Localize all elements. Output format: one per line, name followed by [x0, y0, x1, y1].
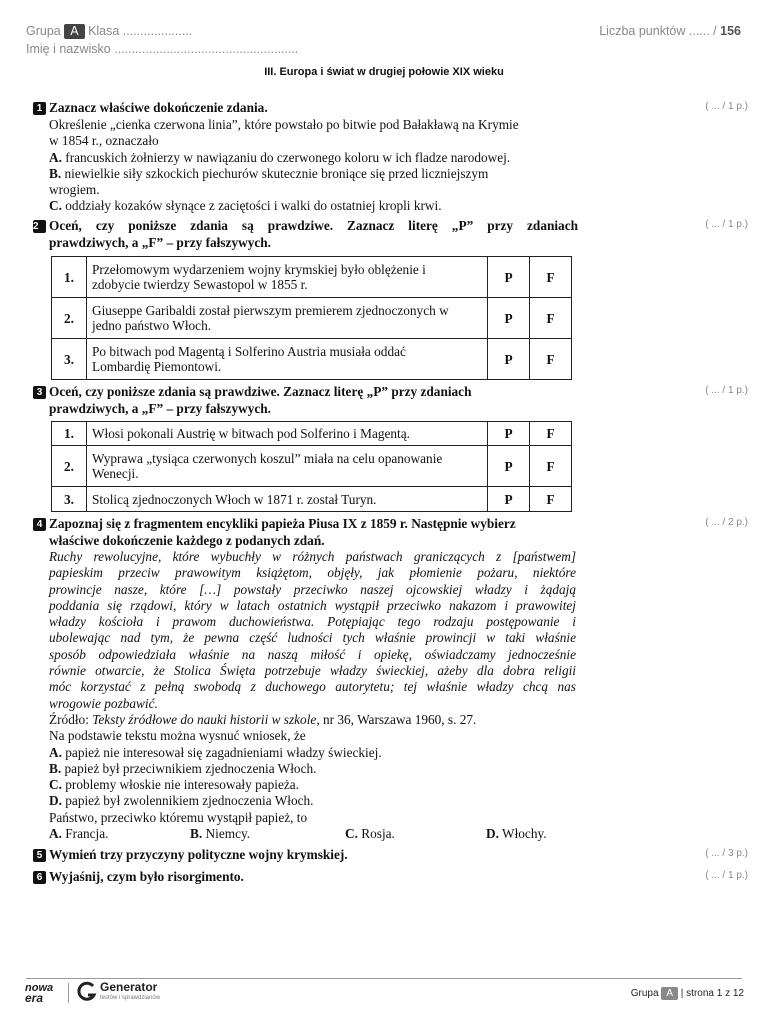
answer-option[interactable]: [49, 745, 579, 761]
option-letter: C.: [49, 198, 62, 214]
false-option[interactable]: F: [530, 339, 572, 380]
statement-line: Giuseppe Garibaldi został pierwszym premierem zjednoczonych w: [92, 303, 449, 318]
statement-line: Wyprawa „tysiąca czerwonych koszul” miała na celu opanowanie: [92, 451, 443, 466]
option-text: papież był przeciwnikiem zjednoczenia Włoch.: [64, 760, 317, 776]
question-stem: Państwo, przeciwko któremu wystąpił papież, to: [49, 809, 308, 825]
option-letter: C.: [345, 826, 358, 842]
question-number: 1: [33, 102, 46, 115]
group-label: Grupa: [26, 24, 61, 38]
quote-line: papieskim przeciw prawowitym książętom, objęły, jak płomienie pożaru, niektóre: [49, 565, 576, 581]
true-option[interactable]: P: [488, 487, 530, 512]
true-option[interactable]: P: [488, 422, 530, 446]
footer-group-label: Grupa: [630, 988, 659, 999]
answer-option[interactable]: [49, 793, 579, 809]
row-number: 2.: [52, 446, 87, 487]
source-title: Teksty źródłowe do nauki historii w szkole: [92, 712, 317, 727]
statement-line: jedno państwo Włoch.: [92, 318, 212, 333]
answer-option[interactable]: [49, 198, 579, 214]
footer-group-badge: A: [661, 987, 678, 1000]
statement-cell: [87, 446, 488, 487]
group-badge: A: [64, 24, 84, 39]
option-text-continued: wrogiem.: [49, 182, 100, 198]
option-letter: B.: [49, 165, 62, 181]
table-row: [52, 339, 572, 380]
answer-option[interactable]: [345, 826, 395, 842]
table-row: [52, 487, 572, 512]
option-letter: A.: [49, 826, 62, 842]
question-6-title: [33, 869, 244, 885]
header-group-line: [26, 24, 192, 39]
question-4-body: [49, 712, 579, 842]
footer-divider: [26, 978, 742, 979]
question-4-title-line1: [33, 516, 516, 532]
question-3-title-line1: [33, 384, 471, 400]
quote-line: prowincje nasze, które […] powstały przeciwko naszej ojcowskiej władzy i żądają: [49, 581, 576, 597]
statement-cell: [87, 487, 488, 512]
option-text: problemy włoskie nie interesowały papieża.: [65, 777, 299, 793]
false-option[interactable]: F: [530, 422, 572, 446]
question-stem: Na podstawie tekstu można wysnuć wniosek, że: [49, 728, 306, 744]
quote-line: móc korzystać z pełną swobodą z duchowego autorytetu; tej właśnie władzy chcą nas: [49, 679, 576, 695]
class-field: Klasa ....................: [88, 24, 193, 38]
footer-page-info: [631, 987, 744, 1000]
question-text: Oceń, czy poniższe zdania są prawdziwe. Zaznacz literę „P” przy zdaniach: [49, 218, 578, 233]
question-5-title: [33, 847, 348, 863]
statement-cell: [87, 422, 488, 446]
quote-line: władzy kościoła i prawom duchowieństwa. Potępiając tego rodzaju postępowanie i: [49, 614, 576, 630]
question-number: 2: [33, 220, 46, 233]
quote-line: poddania się rządowi, który w latach ostatnich wystąpił przeciwko nakazom i prawowitej: [49, 597, 576, 613]
option-text: papież był zwolennikiem zjednoczenia Włoch.: [65, 793, 314, 809]
option-letter: A.: [49, 744, 62, 760]
row-number: 3.: [52, 487, 87, 512]
option-letter: D.: [49, 793, 62, 809]
statement-cell: [87, 339, 488, 380]
statement-line: Włosi pokonali Austrię w bitwach pod Solferino i Magentą.: [92, 426, 410, 441]
option-text: Rosja.: [361, 826, 395, 842]
table-row: [52, 446, 572, 487]
row-number: 2.: [52, 298, 87, 339]
false-option[interactable]: F: [530, 487, 572, 512]
question-text: Oceń, czy poniższe zdania są prawdziwe. Zaznacz literę „P” przy zdaniach: [49, 384, 472, 399]
option-text: niewielkie siły szkockich piechurów skutecznie broniące się przed liczniejszym: [64, 165, 489, 181]
statement-cell: [87, 298, 488, 339]
question-4-title-line2: właściwe dokończenie każdego z podanych zdań.: [49, 533, 325, 548]
question-4-points: ( ... / 2 p.): [705, 517, 748, 528]
option-text: francuskich żołnierzy w nawiązaniu do czerwonego koloru w ich fladze narodowej.: [65, 149, 511, 165]
quote-line: równie otwarcie, że Stolica Święta potrzebuje władzy świeckiej, ażeby dla dobra religii: [49, 663, 576, 679]
question-stem: w 1854 r., oznaczało: [49, 133, 159, 149]
question-2-points: ( ... / 1 p.): [705, 219, 748, 230]
quote-line: wrogowie pozbawić.: [49, 695, 158, 711]
question-3-table: [51, 421, 572, 512]
question-6-points: ( ... / 1 p.): [705, 870, 748, 881]
table-row: [52, 257, 572, 298]
option-letter: B.: [190, 826, 203, 842]
question-number: 5: [33, 849, 46, 862]
logo-line: era: [25, 991, 44, 1005]
answer-option[interactable]: [190, 826, 250, 842]
page-number: | strona 1 z 12: [680, 988, 744, 999]
nowa-era-logo: [25, 983, 53, 1003]
row-number: 1.: [52, 422, 87, 446]
generator-g-icon: [77, 981, 97, 1003]
question-1-title: [33, 100, 268, 116]
question-5-points: ( ... / 3 p.): [705, 848, 748, 859]
source-prefix: Źródło:: [49, 712, 93, 727]
true-option[interactable]: P: [488, 339, 530, 380]
answer-option[interactable]: [49, 150, 579, 166]
answer-option[interactable]: [49, 777, 579, 793]
table-row: [52, 422, 572, 446]
statement-line: Po bitwach pod Magentą i Solferino Austria musiała oddać: [92, 344, 406, 359]
question-number: 6: [33, 871, 46, 884]
generator-brand: [100, 981, 160, 1002]
false-option[interactable]: F: [530, 257, 572, 298]
question-text: Wyjaśnij, czym było risorgimento.: [49, 869, 244, 884]
question-1-body: [49, 117, 579, 215]
source-citation: [49, 712, 579, 728]
chapter-title: III. Europa i świat w drugiej połowie XIX wieku: [264, 66, 504, 78]
points-total: [599, 24, 741, 38]
statement-line: zdobycie twierdzy Sewastopol w 1855 r.: [92, 277, 308, 292]
answer-option[interactable]: [49, 761, 579, 777]
false-option[interactable]: F: [530, 446, 572, 487]
footer-logo-separator: [68, 983, 69, 1003]
question-text: Zaznacz właściwe dokończenie zdania.: [49, 100, 268, 115]
question-3-points: ( ... / 1 p.): [705, 385, 748, 396]
true-option[interactable]: P: [488, 446, 530, 487]
false-option[interactable]: F: [530, 298, 572, 339]
answer-option[interactable]: [486, 826, 547, 842]
statement-line: Stolicą zjednoczonych Włoch w 1871 r. został Turyn.: [92, 491, 377, 507]
statement-line: Przełomowym wydarzeniem wojny krymskiej było oblężenie i: [92, 262, 426, 277]
row-number: 1.: [52, 257, 87, 298]
question-text: Wymień trzy przyczyny polityczne wojny krymskiej.: [49, 847, 348, 862]
points-total-value: 156: [720, 24, 741, 38]
answer-option[interactable]: [49, 826, 108, 842]
statement-cell: [87, 257, 488, 298]
source-details: , nr 36, Warszawa 1960, s. 27.: [316, 712, 477, 727]
brand-subtitle: testów i sprawdzianów: [100, 995, 161, 1001]
question-stem: Określenie „cienka czerwona linia”, które powstało po bitwie pod Bałakławą na Krymie: [49, 117, 519, 132]
option-letter: C.: [49, 777, 62, 793]
option-letter: A.: [49, 149, 62, 165]
true-option[interactable]: P: [488, 257, 530, 298]
question-number: 4: [33, 518, 46, 531]
encyclical-quote: [49, 549, 576, 712]
option-text: oddziały kozaków słynące z zaciętości i walki do ostatniej kropli krwi.: [65, 198, 442, 214]
name-field: Imię i nazwisko .....................................................: [26, 42, 299, 56]
logo-line: nowa: [25, 982, 54, 994]
question-2-table: [51, 256, 572, 380]
true-option[interactable]: P: [488, 298, 530, 339]
question-3-title-line2: prawdziwych, a „F” – przy fałszywych.: [49, 401, 271, 416]
question-1-points: ( ... / 1 p.): [705, 101, 748, 112]
statement-line: Wenecji.: [92, 466, 139, 481]
question-number: 3: [33, 386, 46, 399]
option-text: papież nie interesował się zagadnieniami władzy świeckiej.: [65, 744, 382, 760]
table-row: [52, 298, 572, 339]
question-2-title-line2: prawdziwych, a „F” – przy fałszywych.: [49, 235, 271, 250]
quote-line: ubolewając nad tym, że pewna część ludności tych właśnie prowincji w taki właśnie: [49, 630, 576, 646]
row-number: 3.: [52, 339, 87, 380]
option-text: Niemcy.: [205, 826, 251, 842]
answer-option[interactable]: [49, 166, 579, 182]
brand-name: Generator: [100, 980, 158, 994]
points-label: Liczba punktów ...... /: [599, 24, 717, 38]
question-text: Zapoznaj się z fragmentem encykliki papieża Piusa IX z 1859 r. Następnie wybierz: [49, 516, 516, 531]
option-letter: B.: [49, 760, 62, 776]
option-text: Francja.: [65, 826, 109, 842]
option-letter: D.: [486, 826, 499, 842]
option-text: Włochy.: [502, 826, 547, 842]
question-2-title-line1: [33, 218, 578, 234]
quote-line: sposób odpowiedziała właśnie na naszą miłość i opiekę, oświadczamy jednocześnie: [49, 646, 576, 662]
statement-line: Lombardię Piemontowi.: [92, 359, 222, 374]
quote-line: Ruchy rewolucyjne, które wybuchły w różnych państwach graniczących z [państwem]: [49, 549, 576, 564]
answer-options-row: [49, 826, 579, 842]
